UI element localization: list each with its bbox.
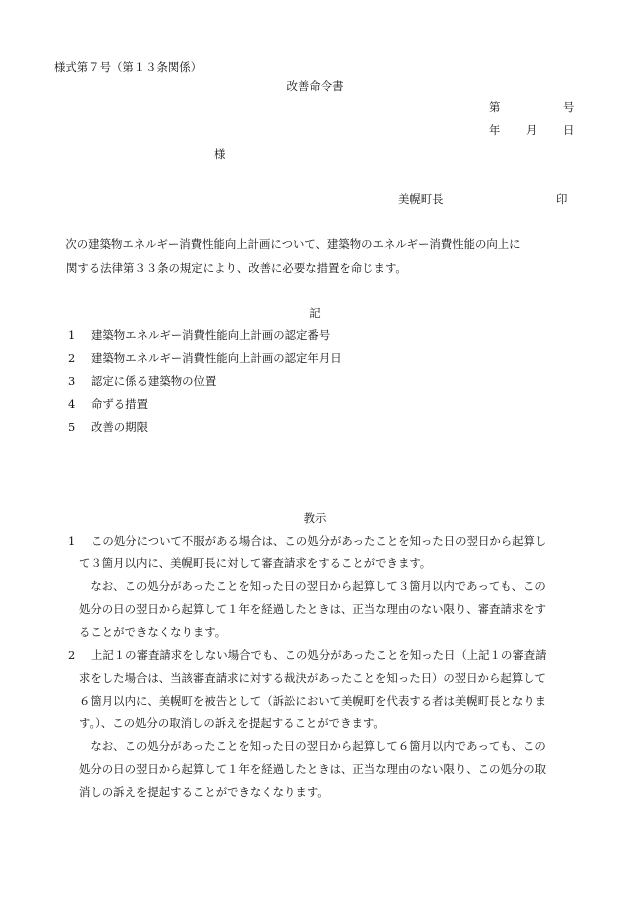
list-item: 命ずる措置	[91, 397, 148, 411]
notice-title: 教示	[303, 511, 327, 525]
notice-line: 求をした場合は、当該審査請求に対する裁決があったことを知った日）の翌日から起算して	[79, 671, 546, 685]
notice-line: ることができなくなります。	[79, 625, 227, 639]
item-number: 4	[68, 397, 76, 411]
notice-number: 2	[68, 648, 76, 662]
list-item: 改善の期限	[91, 420, 148, 434]
main-text-line-2: 関する法律第３３条の規定により、改善に必要な措置を命じます。	[66, 261, 407, 275]
notice-line: す。）、この処分の取消しの訴えを提起することができます。	[79, 716, 385, 730]
notice-line: なお、この処分があったことを知った日の翌日から起算して３箇月以内であっても、この	[79, 579, 546, 593]
list-item: 建築物エネルギー消費性能向上計画の認定年月日	[91, 351, 342, 365]
notice-line: て３箇月以内に、美幌町長に対して審査請求をすることができます。	[79, 556, 432, 570]
notice-line: ６箇月以内に、美幌町を被告として（訴訟において美幌町を代表する者は美幌町長となりま	[79, 694, 547, 708]
list-item: 認定に係る建築物の位置	[91, 374, 217, 388]
item-number: 2	[68, 351, 76, 365]
notice-number: 1	[68, 534, 76, 548]
main-text-line-1: 次の建築物エネルギー消費性能向上計画について、建築物のエネルギー消費性能の向上に	[54, 237, 521, 251]
number-prefix: 第	[489, 100, 501, 114]
addressee-sama: 様	[214, 147, 226, 161]
date-year: 年	[489, 123, 501, 137]
notice-line: なお、この処分があったことを知った日の翌日から起算して６箇月以内であっても、この	[79, 739, 546, 753]
date-month: 月	[526, 123, 538, 137]
ki-heading: 記	[309, 306, 321, 320]
document-title: 改善命令書	[286, 79, 344, 93]
issuer-name: 美幌町長	[398, 192, 444, 206]
item-number: 3	[68, 374, 76, 388]
notice-line: この処分について不服がある場合は、この処分があったことを知った日の翌日から起算し	[91, 534, 547, 548]
form-number: 様式第７号（第１３条関係）	[54, 60, 203, 74]
item-number: 1	[68, 328, 76, 342]
notice-line: 消しの訴えを提起することができなくなります。	[79, 785, 329, 799]
notice-line: 上記１の審査請求をしない場合でも、この処分があったことを知った日（上記１の審査請	[91, 648, 547, 662]
number-suffix: 号	[563, 100, 575, 114]
date-day: 日	[563, 123, 575, 137]
seal-mark: 印	[556, 192, 568, 206]
notice-line: 処分の日の翌日から起算して１年を経過したときは、正当な理由のない限り、審査請求をす	[79, 602, 547, 616]
item-number: 5	[68, 420, 76, 434]
notice-line: 処分の日の翌日から起算して１年を経過したときは、正当な理由のない限り、この処分の取	[79, 762, 547, 776]
list-item: 建築物エネルギー消費性能向上計画の認定番号	[91, 328, 331, 342]
